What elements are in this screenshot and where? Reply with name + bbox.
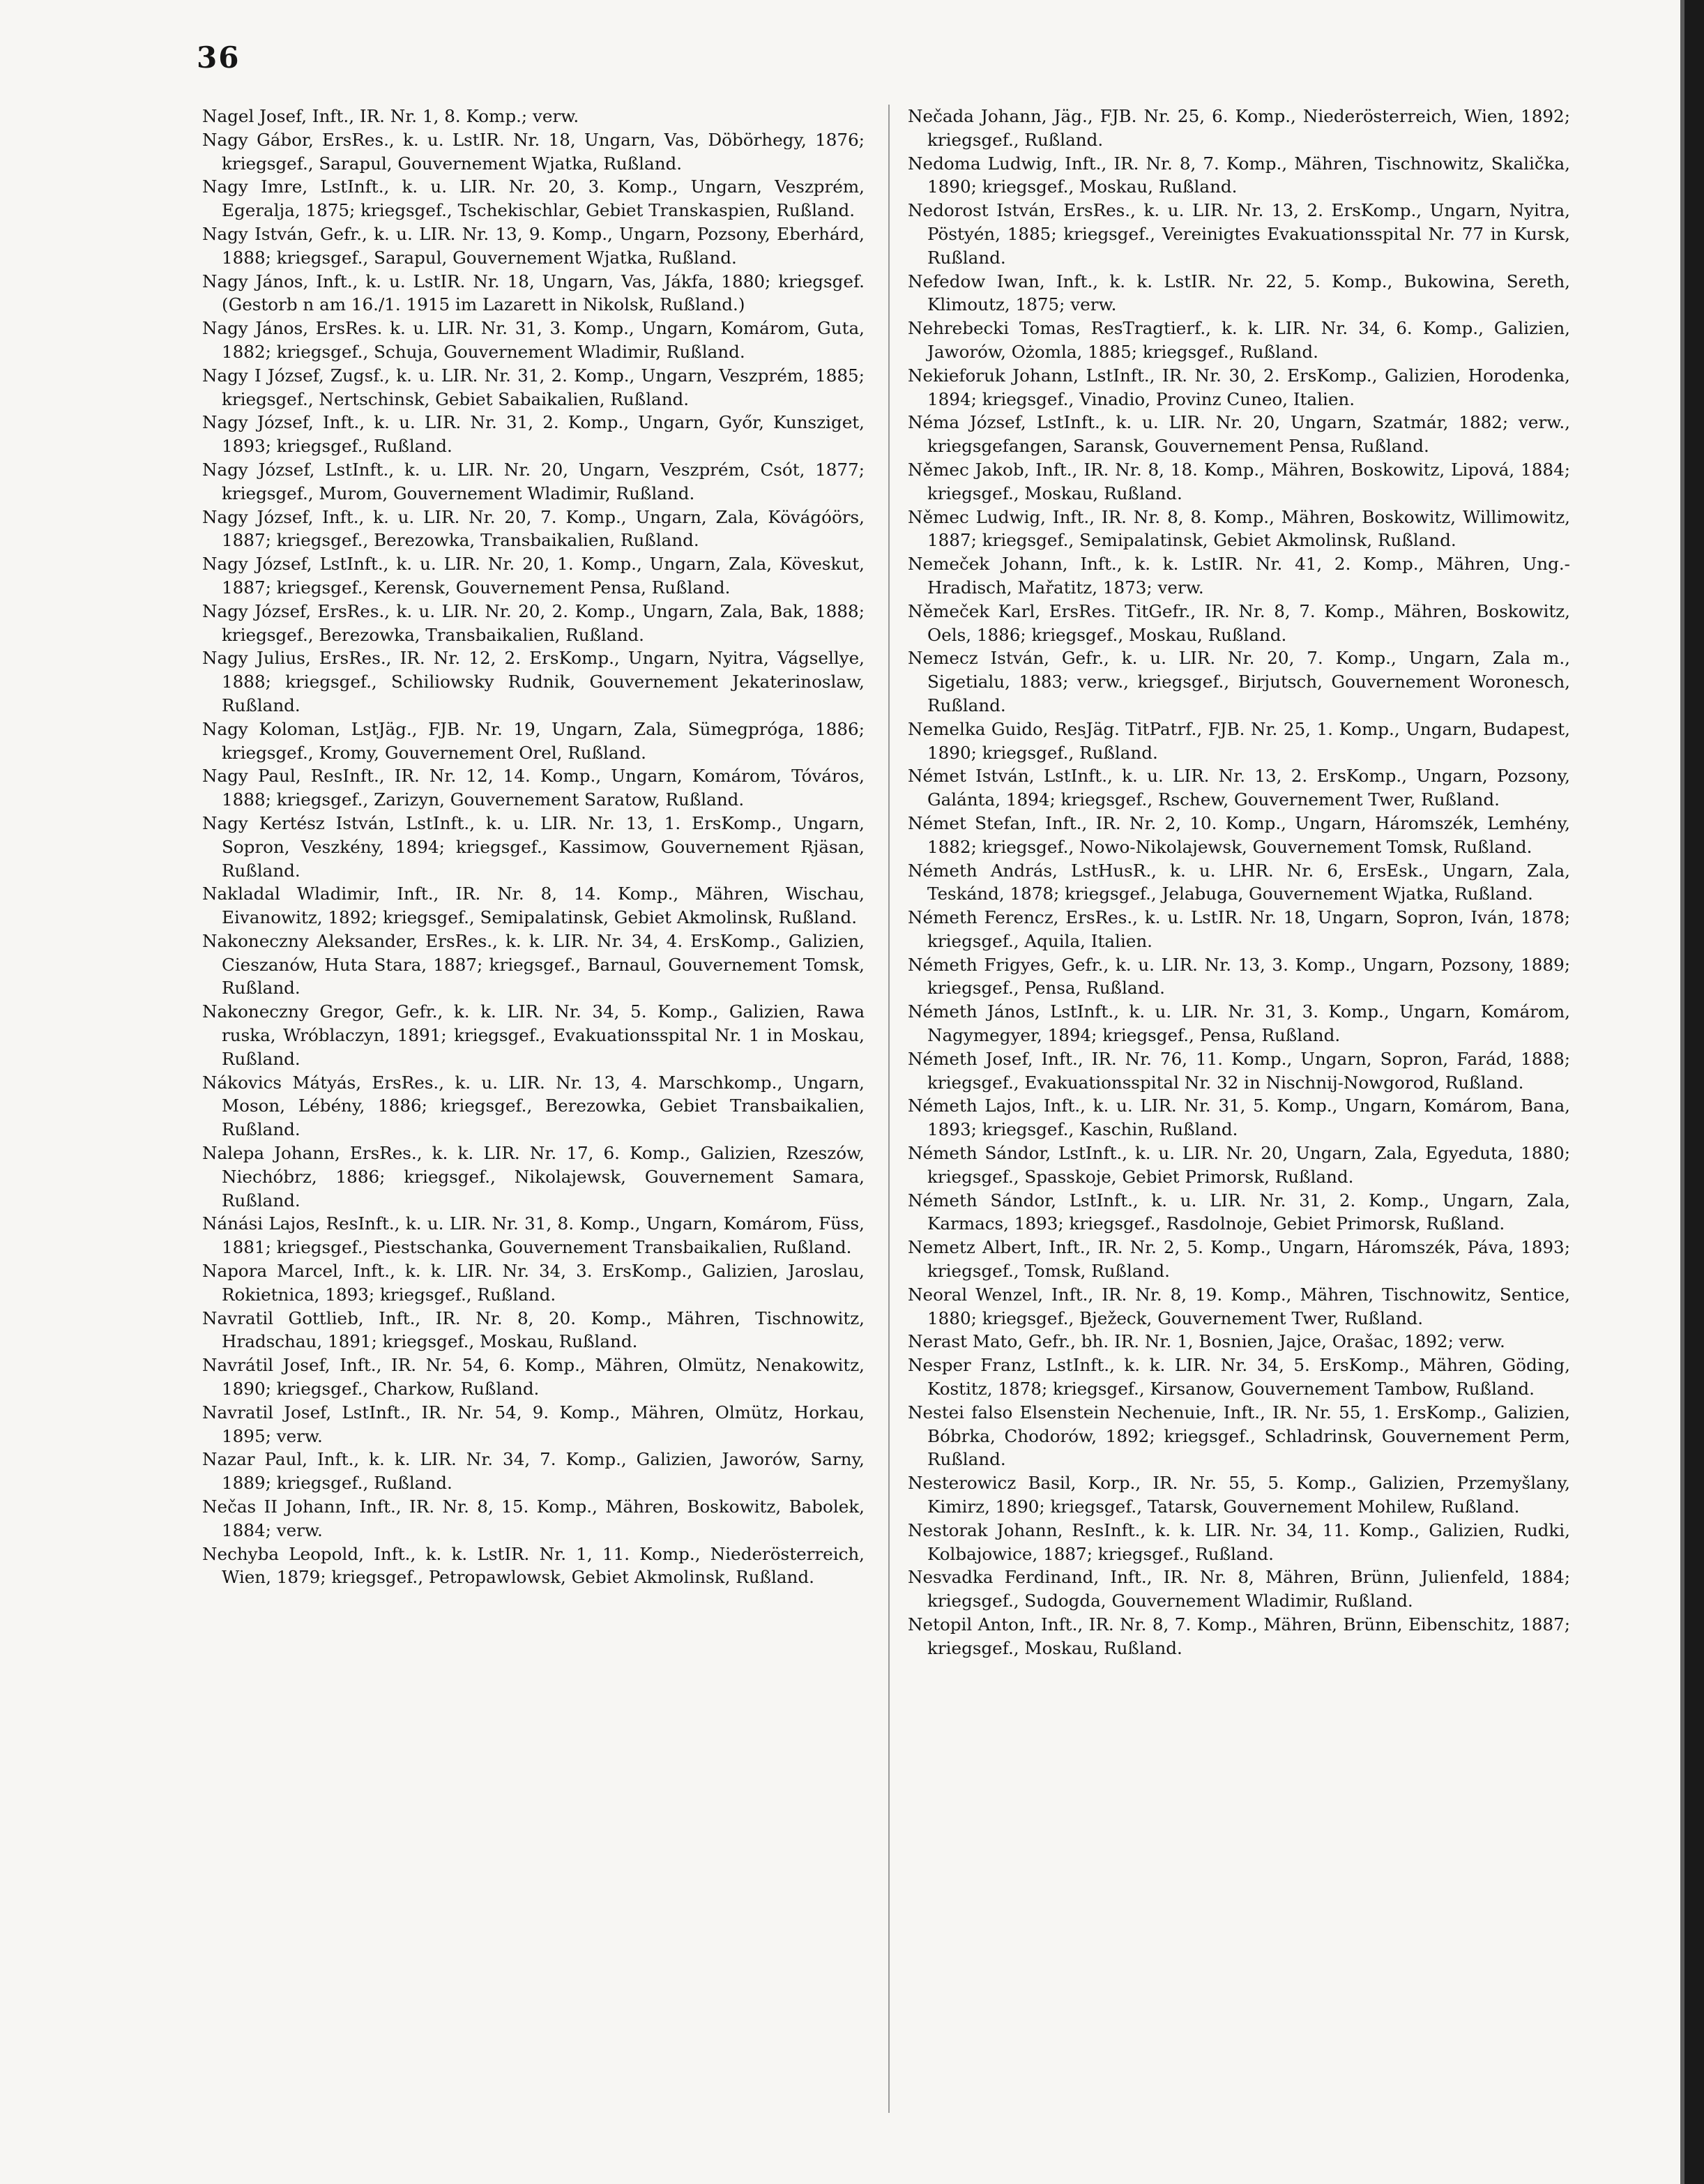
list-item: Nemecz István, Gefr., k. u. LIR. Nr. 20, 7. Komp., Ungarn, Zala m., Sigetialu, 1883; verw., kriegsgef., Birjutsch, Gouvernement Woronesch, Rußland. [908, 648, 1570, 715]
list-item: Navratil Josef, LstInft., IR. Nr. 54, 9. Komp., Mähren, Olmütz, Horkau, 1895; verw. [202, 1402, 865, 1446]
list-item: Nagy József, Inft., k. u. LIR. Nr. 20, 7. Komp., Ungarn, Zala, Kövágóörs, 1887; kriegsgef., Berezowka, Transbaikalien, Rußland. [202, 506, 865, 551]
list-item: Navrátil Josef, Inft., IR. Nr. 54, 6. Komp., Mähren, Olmütz, Nenakowitz, 1890; kriegsgef., Charkow, Rußland. [202, 1355, 865, 1400]
list-item: Napora Marcel, Inft., k. k. LIR. Nr. 34, 3. ErsKomp., Galizien, Jaroslau, Rokietnica, 1893; kriegsgef., Rußland. [202, 1261, 865, 1305]
list-item: Nagy Gábor, ErsRes., k. u. LstIR. Nr. 18, Ungarn, Vas, Döbörhegy, 1876; kriegsgef., Sarapul, Gouvernement Wjatka, Rußland. [202, 129, 865, 174]
list-item: Néma József, LstInft., k. u. LIR. Nr. 20, Ungarn, Szatmár, 1882; verw., kriegsgefangen, Saransk, Gouvernement Pensa, Rußland. [908, 412, 1570, 457]
list-item: Nákovics Mátyás, ErsRes., k. u. LIR. Nr. 13, 4. Marschkomp., Ungarn, Moson, Lébény, 1886; kriegsgef., Berezowka, Gebiet Transbaikalien, Rußland. [202, 1072, 865, 1140]
left-column [202, 105, 865, 1589]
list-item: Nagy József, LstInft., k. u. LIR. Nr. 20, 1. Komp., Ungarn, Zala, Köveskut, 1887; kriegsgef., Kerensk, Gouvernement Pensa, Rußland. [202, 554, 865, 598]
list-item: Nefedow Iwan, Inft., k. k. LstIR. Nr. 22, 5. Komp., Bukowina, Sereth, Klimoutz, 1875; verw. [908, 271, 1570, 315]
list-item: Nakladal Wladimir, Inft., IR. Nr. 8, 14. Komp., Mähren, Wischau, Eivanowitz, 1892; kriegsgef., Semipalatinsk, Gebiet Akmolinsk, Rußland. [202, 884, 865, 928]
list-item: Nazar Paul, Inft., k. k. LIR. Nr. 34, 7. Komp., Galizien, Jaworów, Sarny, 1889; kriegsgef., Rußland. [202, 1449, 865, 1494]
list-item: Nemetz Albert, Inft., IR. Nr. 2, 5. Komp., Ungarn, Háromszék, Páva, 1893; kriegsgef., Tomsk, Rußland. [908, 1237, 1570, 1282]
list-item: Nakoneczny Aleksander, ErsRes., k. k. LIR. Nr. 34, 4. ErsKomp., Galizien, Cieszanów, Huta Stara, 1887; kriegsgef., Barnaul, Gouvernement Tomsk, Rußland. [202, 930, 865, 999]
column-divider [888, 105, 890, 2113]
list-item: Nedoma Ludwig, Inft., IR. Nr. 8, 7. Komp., Mähren, Tischnowitz, Skalička, 1890; kriegsgef., Moskau, Rußland. [908, 153, 1570, 197]
list-item: Németh János, LstInft., k. u. LIR. Nr. 31, 3. Komp., Ungarn, Komárom, Nagymegyer, 1894; kriegsgef., Pensa, Rußland. [908, 1001, 1570, 1046]
list-item: Nemelka Guido, ResJäg. TitPatrf., FJB. Nr. 25, 1. Komp., Ungarn, Budapest, 1890; kriegsgef., Rußland. [908, 718, 1570, 763]
list-item: Nagy Julius, ErsRes., IR. Nr. 12, 2. ErsKomp., Ungarn, Nyitra, Vágsellye, 1888; kriegsgef., Schiliowsky Rudnik, Gouvernement Jekaterinoslaw, Rußland. [202, 648, 865, 715]
list-item: Nakoneczny Gregor, Gefr., k. k. LIR. Nr. 34, 5. Komp., Galizien, Rawa ruska, Wróblaczyn, 1891; kriegsgef., Evakuationsspital Nr. 1 in Moskau, Rußland. [202, 1001, 865, 1069]
list-item: Němeček Karl, ErsRes. TitGefr., IR. Nr. 8, 7. Komp., Mähren, Boskowitz, Oels, 1886; kriegsgef., Moskau, Rußland. [908, 600, 1570, 645]
list-item: Netopil Anton, Inft., IR. Nr. 8, 7. Komp., Mähren, Brünn, Eibenschitz, 1887; kriegsgef., Moskau, Rußland. [908, 1614, 1570, 1658]
page-number: 36 [197, 40, 241, 75]
list-item: Neoral Wenzel, Inft., IR. Nr. 8, 19. Komp., Mähren, Tischnowitz, Sentice, 1880; kriegsgef., Bježeck, Gouvernement Twer, Rußland. [908, 1284, 1570, 1328]
list-item: Nečas II Johann, Inft., IR. Nr. 8, 15. Komp., Mähren, Boskowitz, Babolek, 1884; verw. [202, 1496, 865, 1540]
list-item: Német Stefan, Inft., IR. Nr. 2, 10. Komp., Ungarn, Háromszék, Lemhény, 1882; kriegsgef., Nowo-Nikolajewsk, Gouvernement Tomsk, Rußland. [908, 812, 1570, 857]
list-item: Nagy József, Inft., k. u. LIR. Nr. 31, 2. Komp., Ungarn, Győr, Kunsziget, 1893; kriegsgef., Rußland. [202, 412, 865, 457]
list-item: Nagel Josef, Inft., IR. Nr. 1, 8. Komp.; verw. [202, 106, 579, 126]
list-item: Nalepa Johann, ErsRes., k. k. LIR. Nr. 17, 6. Komp., Galizien, Rzeszów, Niechóbrz, 1886; kriegsgef., Nikolajewsk, Gouvernement Samara, Rußland. [202, 1143, 865, 1211]
list-item: Nesper Franz, LstInft., k. k. LIR. Nr. 34, 5. ErsKomp., Mähren, Göding, Kostitz, 1878; kriegsgef., Kirsanow, Gouvernement Tambow, Rußland. [908, 1355, 1570, 1400]
list-item: Németh Sándor, LstInft., k. u. LIR. Nr. 31, 2. Komp., Ungarn, Zala, Karmacs, 1893; kriegsgef., Rasdolnoje, Gebiet Primorsk, Rußland. [908, 1190, 1570, 1234]
list-item: Nagy János, ErsRes. k. u. LIR. Nr. 31, 3. Komp., Ungarn, Komárom, Guta, 1882; kriegsgef., Schuja, Gouvernement Wladimir, Rußland. [202, 318, 865, 362]
list-item: Nekieforuk Johann, LstInft., IR. Nr. 30, 2. ErsKomp., Galizien, Horodenka, 1894; kriegsgef., Vinadio, Provinz Cuneo, Italien. [908, 365, 1570, 409]
right-column [908, 105, 1570, 1660]
list-item: Németh András, LstHusR., k. u. LHR. Nr. 6, ErsEsk., Ungarn, Zala, Teskánd, 1878; kriegsgef., Jelabuga, Gouvernement Wjatka, Rußland. [908, 860, 1570, 904]
list-item: Nestorak Johann, ResInft., k. k. LIR. Nr. 34, 11. Komp., Galizien, Rudki, Kolbajowice, 1887; kriegsgef., Rußland. [908, 1519, 1570, 1564]
list-item: Németh Lajos, Inft., k. u. LIR. Nr. 31, 5. Komp., Ungarn, Komárom, Bana, 1893; kriegsgef., Kaschin, Rußland. [908, 1095, 1570, 1140]
list-item: Nečada Johann, Jäg., FJB. Nr. 25, 6. Komp., Niederösterreich, Wien, 1892; kriegsgef., Rußland. [908, 106, 1570, 150]
list-item: Nagy János, Inft., k. u. LstIR. Nr. 18, Ungarn, Vas, Jákfa, 1880; kriegsgef. (Gestorb n am 16./1. 1915 im Lazarett in Nikolsk, Rußland.) [202, 271, 865, 315]
list-item: Németh Ferencz, ErsRes., k. u. LstIR. Nr. 18, Ungarn, Sopron, Iván, 1878; kriegsgef., Aquila, Italien. [908, 907, 1570, 951]
list-item: Nerast Mato, Gefr., bh. IR. Nr. 1, Bosnien, Jajce, Orašac, 1892; verw. [908, 1331, 1505, 1352]
list-item: Nestei falso Elsenstein Nechenuie, Inft., IR. Nr. 55, 1. ErsKomp., Galizien, Bóbrka, Chodorów, 1892; kriegsgef., Schladrinsk, Gouvernement Perm, Rußland. [908, 1402, 1570, 1470]
list-item: Nagy I József, Zugsf., k. u. LIR. Nr. 31, 2. Komp., Ungarn, Veszprém, 1885; kriegsgef., Nertschinsk, Gebiet Sabaikalien, Rußland. [202, 365, 865, 409]
list-item: Nemeček Johann, Inft., k. k. LstIR. Nr. 41, 2. Komp., Mähren, Ung.-Hradisch, Mařatitz, 1873; verw. [908, 554, 1570, 598]
list-item: Navratil Gottlieb, Inft., IR. Nr. 8, 20. Komp., Mähren, Tischnowitz, Hradschau, 1891; kriegsgef., Moskau, Rußland. [202, 1307, 865, 1352]
list-item: Nehrebecki Tomas, ResTragtierf., k. k. LIR. Nr. 34, 6. Komp., Galizien, Jaworów, Ożomla, 1885; kriegsgef., Rußland. [908, 318, 1570, 362]
list-item: Nagy Koloman, LstJäg., FJB. Nr. 19, Ungarn, Zala, Sümegpróga, 1886; kriegsgef., Kromy, Gouvernement Orel, Rußland. [202, 718, 865, 763]
list-item: Nagy Imre, LstInft., k. u. LIR. Nr. 20, 3. Komp., Ungarn, Veszprém, Egeralja, 1875; kriegsgef., Tschekischlar, Gebiet Transkaspien, Rußland. [202, 176, 865, 221]
list-item: Nagy Paul, ResInft., IR. Nr. 12, 14. Komp., Ungarn, Komárom, Tóváros, 1888; kriegsgef., Zarizyn, Gouvernement Saratow, Rußland. [202, 766, 865, 810]
list-item: Németh Frigyes, Gefr., k. u. LIR. Nr. 13, 3. Komp., Ungarn, Pozsony, 1889; kriegsgef., Pensa, Rußland. [908, 954, 1570, 999]
list-item: Němec Jakob, Inft., IR. Nr. 8, 18. Komp., Mähren, Boskowitz, Lipová, 1884; kriegsgef., Moskau, Rußland. [908, 459, 1570, 503]
list-item: Nánási Lajos, ResInft., k. u. LIR. Nr. 31, 8. Komp., Ungarn, Komárom, Füss, 1881; kriegsgef., Piestschanka, Gouvernement Transbaikalien, Rußland. [202, 1213, 865, 1258]
list-item: Nesterowicz Basil, Korp., IR. Nr. 55, 5. Komp., Galizien, Przemyšlany, Kimirz, 1890; kriegsgef., Tatarsk, Gouvernement Mohilew, Rußland. [908, 1473, 1570, 1517]
list-item: Nagy József, LstInft., k. u. LIR. Nr. 20, Ungarn, Veszprém, Csót, 1877; kriegsgef., Murom, Gouvernement Wladimir, Rußland. [202, 459, 865, 503]
list-item: Németh Sándor, LstInft., k. u. LIR. Nr. 20, Ungarn, Zala, Egyeduta, 1880; kriegsgef., Spasskoje, Gebiet Primorsk, Rußland. [908, 1143, 1570, 1187]
list-item: Németh Josef, Inft., IR. Nr. 76, 11. Komp., Ungarn, Sopron, Farád, 1888; kriegsgef., Evakuationsspital Nr. 32 in Nischnij-Nowgorod, Rußland. [908, 1048, 1570, 1093]
list-item: Nagy József, ErsRes., k. u. LIR. Nr. 20, 2. Komp., Ungarn, Zala, Bak, 1888; kriegsgef., Berezowka, Transbaikalien, Rußland. [202, 600, 865, 645]
list-item: Nedorost István, ErsRes., k. u. LIR. Nr. 13, 2. ErsKomp., Ungarn, Nyitra, Pöstyén, 1885; kriegsgef., Vereinigtes Evakuationsspital Nr. 77 in Kursk, Rußland. [908, 200, 1570, 268]
list-item: Nagy István, Gefr., k. u. LIR. Nr. 13, 9. Komp., Ungarn, Pozsony, Eberhárd, 1888; kriegsgef., Sarapul, Gouvernement Wjatka, Rußland. [202, 223, 865, 268]
list-item: Nesvadka Ferdinand, Inft., IR. Nr. 8, Mähren, Brünn, Julienfeld, 1884; kriegsgef., Sudogda, Gouvernement Wladimir, Rußland. [908, 1567, 1570, 1612]
list-item: Nechyba Leopold, Inft., k. k. LstIR. Nr. 1, 11. Komp., Niederösterreich, Wien, 1879; kriegsgef., Petropawlowsk, Gebiet Akmolinsk, Rußland. [202, 1543, 865, 1588]
list-item: Német István, LstInft., k. u. LIR. Nr. 13, 2. ErsKomp., Ungarn, Pozsony, Galánta, 1894; kriegsgef., Rschew, Gouvernement Twer, Rußland. [908, 766, 1570, 810]
scan-border [1684, 0, 1704, 2184]
list-item: Němec Ludwig, Inft., IR. Nr. 8, 8. Komp., Mähren, Boskowitz, Willimowitz, 1887; kriegsgef., Semipalatinsk, Gebiet Akmolinsk, Rußland. [908, 506, 1570, 551]
list-item: Nagy Kertész István, LstInft., k. u. LIR. Nr. 13, 1. ErsKomp., Ungarn, Sopron, Veszkény, 1894; kriegsgef., Kassimow, Gouvernement Rjäsan, Rußland. [202, 812, 865, 881]
